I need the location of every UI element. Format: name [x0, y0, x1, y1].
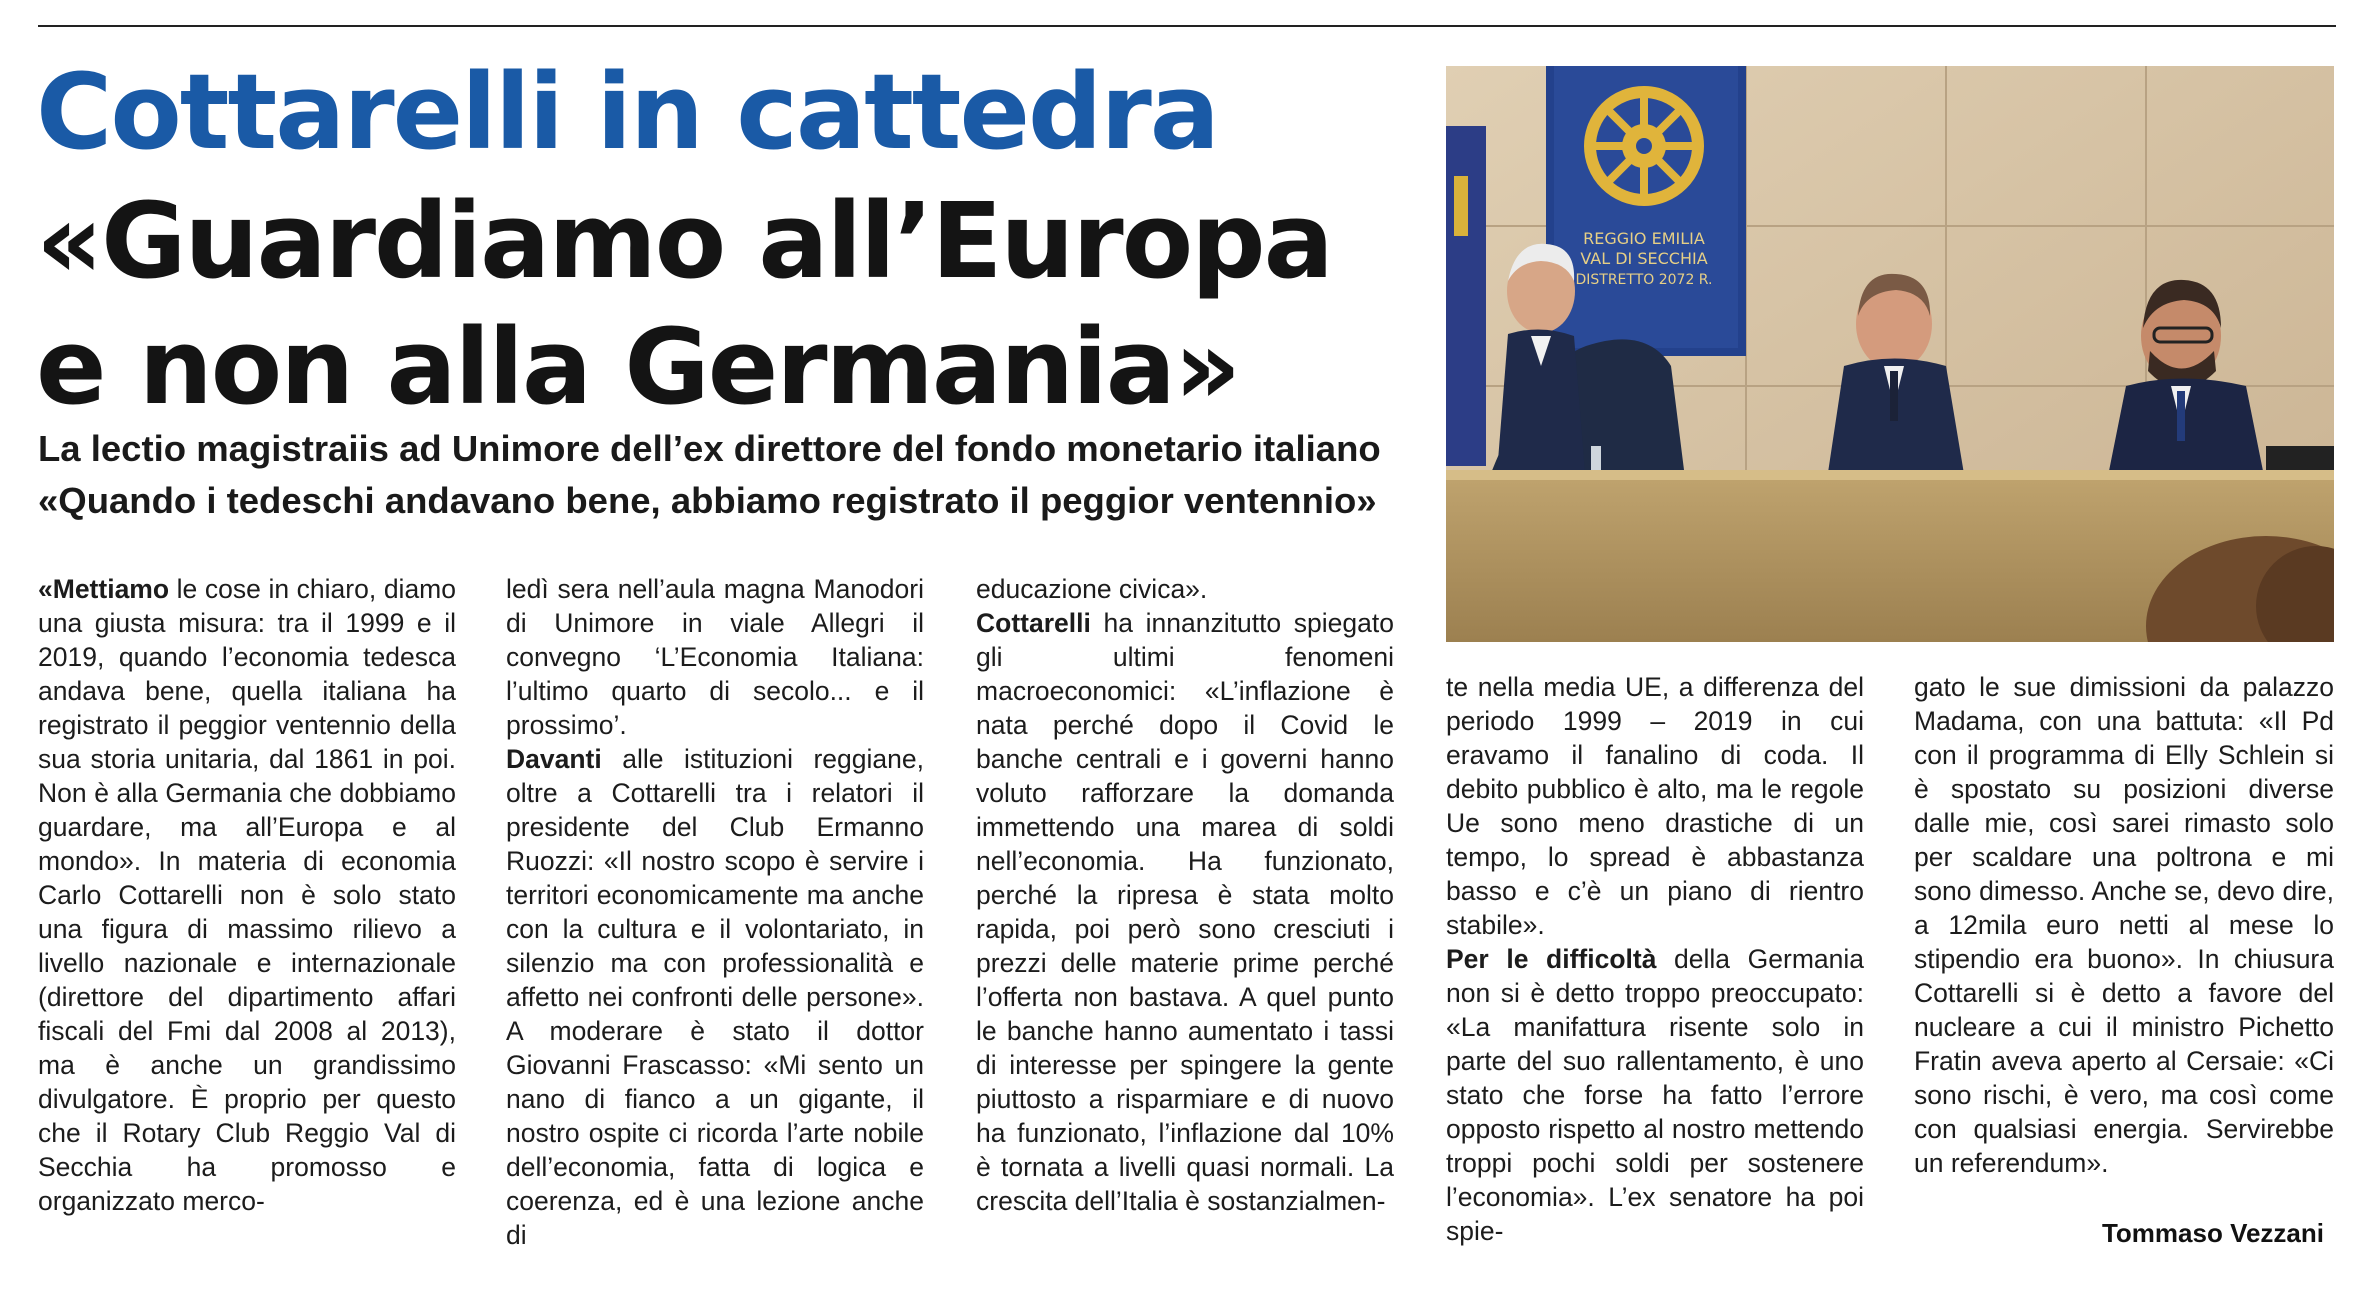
subheadline-line-1: La lectio magistraiis ad Unimore dell’ex direttore del fondo monetario italiano	[38, 428, 1381, 469]
body-text: le cose in chiaro, diamo una giusta misura: tra il 1999 e il 2019, quando l’economia tedesca andava bene, quella italiana ha registrato il peggior ventennio della sua storia unitaria, dal 1861 in poi. Non è alla Germania che dobbiamo guardare, ma all’Europa e al mondo». In materia di economia Carlo Cottarelli non è solo stato una figura di massimo rilievo a livello nazionale e internazionale (direttore del dipartimento affari fiscali del Fmi dal 2008 al 2013), ma è anche un grandissimo divulgatore. È proprio per questo che il Rotary Club Reggio Val di Secchia ha promosso e organizzato merco-	[38, 574, 456, 1216]
article-column-3	[976, 572, 1394, 1218]
paragraph: educazione civica».	[976, 574, 1208, 604]
article-column-2	[506, 572, 924, 1252]
body-text: alle istituzioni reggiane, oltre a Cottarelli tra i relatori il presidente del Club Ermanno Ruozzi: «Il nostro scopo è servire i territori economicamente ma anche con la cultura e il volontariato, in silenzio ma con professionalità e affetto nei confronti delle persone». A moderare è stato il dottor Giovanni Frascasso: «Mi sento un nano di fianco a un gigante, il nostro ospite ci ricorda l’arte nobile dell’economia, fatta di logica e coerenza, ed è una lezione anche di	[506, 744, 924, 1250]
paragraph: te nella media UE, a differenza del periodo 1999 – 2019 in cui eravamo il fanalino di coda. Il debito pubblico è alto, ma le regole Ue sono meno drastiche di un tempo, lo spread è abbastanza basso e c’è un piano di rientro stabile».	[1446, 672, 1864, 940]
banner-line-3: DISTRETTO 2072 R.	[1575, 272, 1713, 288]
lead-in: Davanti	[506, 744, 602, 774]
lead-in: «Mettiamo	[38, 574, 170, 604]
body-text: della Germania non si è detto troppo preoccupato: «La manifattura risente solo in parte del suo rallentamento, è uno stato che forse ha fatto l’errore opposto rispetto al nostro mettendo troppi pochi soldi per sostenere l’economia». L’ex senatore ha poi spie-	[1446, 944, 1864, 1246]
paragraph	[976, 606, 1394, 1218]
subheadline-line-2: «Quando i tedeschi andavano bene, abbiamo registrato il peggior ventennio»	[38, 480, 1377, 521]
kicker-title: Cottarelli in cattedra	[36, 51, 1218, 173]
paragraph: ledì sera nell’aula magna Manodori di Unimore in viale Allegri il convegno ‘L’Economia Italiana: l’ultimo quarto di secolo... e il prossimo’.	[506, 574, 924, 740]
article-column-4	[1446, 670, 1864, 1248]
paragraph	[38, 572, 456, 1218]
paragraph: gato le sue dimissioni da palazzo Madama, con una battuta: «Il Pd con il programma di Elly Schlein si è spostato su posizioni diverse dalle mie, così sarei rimasto solo per scaldare una poltrona e mi sono dimesso. Anche se, devo dire, a 12mila euro netti al mese lo stipendio era buono». In chiusura Cottarelli si è detto a favore del nucleare a cui il ministro Pichetto Fratin aveva aperto al Cersaie: «Ci sono rischi, è vero, ma così come con qualsiasi energia. Servirebbe un referendum».	[1914, 672, 2334, 1178]
paragraph	[506, 742, 924, 1252]
paragraph	[1446, 942, 1864, 1248]
author-byline: Tommaso Vezzani	[2101, 1218, 2324, 1248]
banner-line-1: REGGIO EMILIA	[1583, 229, 1705, 248]
article-column-1	[38, 572, 456, 1218]
banner-line-2: VAL DI SECCHIA	[1580, 249, 1708, 268]
headline	[36, 178, 1332, 430]
subheadline	[38, 423, 1381, 527]
lead-in: Cottarelli	[976, 608, 1091, 638]
top-rule	[38, 25, 2336, 27]
headline-line-2: e non alla Germania»	[36, 306, 1240, 428]
headline-line-1: «Guardiamo all’Europa	[36, 180, 1332, 302]
article-column-5	[1914, 670, 2334, 1180]
body-text: ha innanzitutto spiegato gli ultimi fenomeni macroeconomici: «L’inflazione è nata perché dopo il Covid le banche centrali e i governi hanno voluto rafforzare la domanda immettendo una marea di soldi nell’economia. Ha funzionato, perché la ripresa è stata molto rapida, poi però sono cresciuti i prezzi delle materie prime perché l’offerta non bastava. A quel punto le banche hanno aumentato i tassi di interesse per spingere la gente piuttosto a risparmiare e di nuovo ha funzionato, l’inflazione dal 10% è tornata a livelli quasi normali. La crescita dell’Italia è sostanzialmen-	[976, 608, 1394, 1216]
article-photo	[1446, 66, 2334, 642]
lead-in: Per le difficoltà	[1446, 944, 1657, 974]
